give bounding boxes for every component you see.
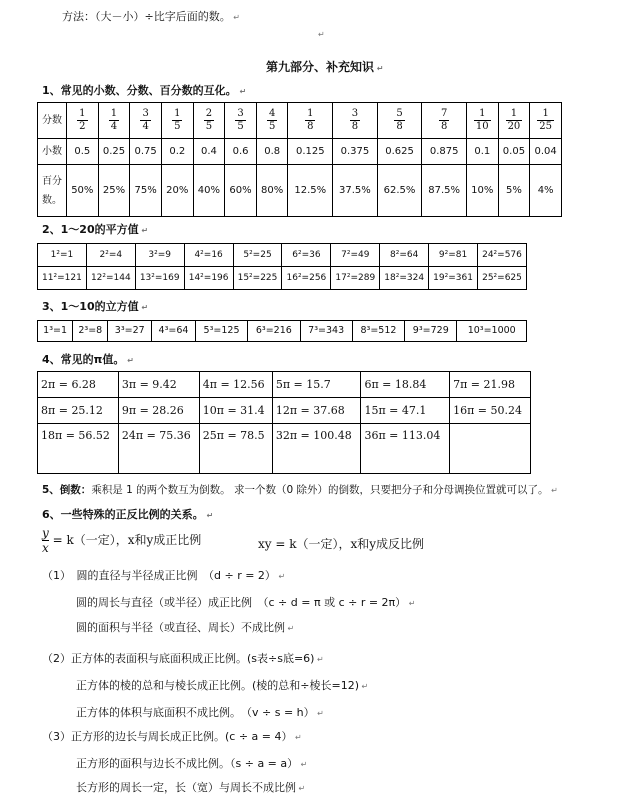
cube-cell: 5³=125 bbox=[195, 321, 247, 342]
numerator: 1 bbox=[307, 108, 314, 119]
fraction bbox=[394, 109, 404, 132]
percent-cell: 5% bbox=[498, 165, 530, 217]
percent-cell: 60% bbox=[225, 165, 257, 217]
rule-item: 正方体的棱的总和与棱长成正比例。(棱的总和÷棱长=12) ↵ bbox=[76, 679, 369, 692]
row-label: 百分 数。 bbox=[38, 165, 67, 217]
square-cell: 12²=144 bbox=[86, 267, 135, 290]
conversion-table bbox=[37, 102, 562, 217]
cube-cell: 2³=8 bbox=[73, 321, 108, 342]
pi-cell: 9π = 28.26 bbox=[118, 398, 199, 424]
percent-cell: 25% bbox=[98, 165, 130, 217]
fraction-cell bbox=[161, 103, 193, 139]
denominator: 8 bbox=[307, 121, 314, 132]
pi-cell: 8π = 25.12 bbox=[38, 398, 119, 424]
numerator: 3 bbox=[142, 108, 149, 119]
numerator: 1 bbox=[506, 109, 523, 121]
numerator: 1 bbox=[174, 108, 181, 119]
pi-cell: 5π = 15.7 bbox=[272, 372, 361, 398]
square-cell: 1²=1 bbox=[38, 244, 87, 267]
percent-cell: 75% bbox=[130, 165, 162, 217]
rule-item: （3）正方形的边长与周长成正比例。(c ÷ a = 4） ↵ bbox=[42, 730, 302, 743]
squares-row bbox=[38, 267, 527, 290]
fraction-cell bbox=[225, 103, 257, 139]
numerator: 1 bbox=[474, 109, 491, 121]
rule-item: （2）正方体的表面积与底面积成正比例。(s表÷s底=6) ↵ bbox=[42, 652, 324, 665]
pi-cell: 7π = 21.98 bbox=[450, 372, 531, 398]
direct-proportion-formula: $\frac{y}{x}$ = k（一定），x和y成正比例 bbox=[42, 526, 202, 555]
decimal-cell: 0.8 bbox=[256, 139, 288, 165]
pi-cell: 24π = 75.36 bbox=[118, 424, 199, 474]
pi-cell: 2π = 6.28 bbox=[38, 372, 119, 398]
percent-cell: 87.5% bbox=[422, 165, 467, 217]
fraction bbox=[305, 109, 315, 132]
method-line: 方法：（大－小）÷比字后面的数。 ↵ bbox=[62, 10, 240, 23]
cube-cell: 9³=729 bbox=[405, 321, 457, 342]
numerator: 5 bbox=[396, 108, 403, 119]
percent-cell: 10% bbox=[466, 165, 498, 217]
numerator: 7 bbox=[440, 108, 448, 119]
decimal-cell: 0.5 bbox=[67, 139, 99, 165]
rule-item: 正方体的体积与底面积不成比例。 （v ÷ s = h） ↵ bbox=[76, 706, 324, 719]
percent-cell: 80% bbox=[256, 165, 288, 217]
numerator: 1 bbox=[79, 108, 86, 119]
decimal-cell: 0.875 bbox=[422, 139, 467, 165]
decimal-cell: 0.375 bbox=[333, 139, 378, 165]
fraction-cell bbox=[422, 103, 467, 139]
section-6-title: 6、一些特殊的正反比例的关系。 ↵ bbox=[42, 508, 214, 521]
numerator: 1 bbox=[537, 109, 554, 121]
cube-cell: 6³=216 bbox=[248, 321, 300, 342]
fraction bbox=[506, 109, 523, 132]
pi-cell: 36π = 113.04 bbox=[361, 424, 450, 474]
fraction-cell bbox=[530, 103, 562, 139]
cube-cell: 4³=64 bbox=[152, 321, 196, 342]
pi-cell: 15π = 47.1 bbox=[361, 398, 450, 424]
decimal-cell: 0.625 bbox=[377, 139, 422, 165]
square-cell: 7²=49 bbox=[331, 244, 380, 267]
section-2-title: 2、1～20的平方值 ↵ bbox=[42, 223, 149, 236]
square-cell: 18²=324 bbox=[380, 267, 429, 290]
pi-cell bbox=[450, 424, 531, 474]
fraction bbox=[77, 109, 87, 132]
numerator: 3 bbox=[237, 108, 244, 119]
fraction-cell bbox=[256, 103, 288, 139]
square-cell: 13²=169 bbox=[135, 267, 184, 290]
percent-cell: 37.5% bbox=[333, 165, 378, 217]
square-cell: 2²=4 bbox=[86, 244, 135, 267]
fraction bbox=[235, 109, 245, 132]
cube-cell: 7³=343 bbox=[300, 321, 352, 342]
rule-item: 长方形的周长一定，长（宽）与周长不成比例 ↵ bbox=[76, 781, 306, 794]
pi-row bbox=[38, 398, 531, 424]
denominator: 20 bbox=[507, 121, 521, 132]
fraction-cell bbox=[377, 103, 422, 139]
numerator: 1 bbox=[110, 108, 118, 119]
pi-cell: 10π = 31.4 bbox=[199, 398, 272, 424]
pi-cell: 6π = 18.84 bbox=[361, 372, 450, 398]
pi-row bbox=[38, 424, 531, 474]
denominator: 5 bbox=[205, 121, 213, 132]
square-cell: 8²=64 bbox=[380, 244, 429, 267]
denominator: 4 bbox=[110, 121, 118, 132]
denominator: 5 bbox=[237, 121, 244, 132]
decimal-cell: 0.04 bbox=[530, 139, 562, 165]
cube-cell: 8³=512 bbox=[352, 321, 404, 342]
numerator: 2 bbox=[205, 108, 213, 119]
fraction bbox=[439, 109, 449, 132]
fraction bbox=[350, 109, 360, 132]
percent-cell: 20% bbox=[161, 165, 193, 217]
section-4-title: 4、常见的π值。 ↵ bbox=[42, 353, 134, 366]
denominator: 4 bbox=[142, 121, 149, 132]
fraction-cell bbox=[98, 103, 130, 139]
squares-table bbox=[37, 243, 527, 290]
squares-row bbox=[38, 244, 527, 267]
row-label: 小数 bbox=[38, 139, 67, 165]
part-title: 第九部分、补充知识 ↵ bbox=[266, 60, 384, 74]
percent-cell: 62.5% bbox=[377, 165, 422, 217]
percent-cell: 50% bbox=[67, 165, 99, 217]
fraction-row bbox=[38, 103, 562, 139]
decimal-cell: 0.4 bbox=[193, 139, 225, 165]
square-cell: 16²=256 bbox=[282, 267, 331, 290]
pi-cell: 4π = 12.56 bbox=[199, 372, 272, 398]
fraction bbox=[474, 109, 491, 132]
square-cell: 14²=196 bbox=[184, 267, 233, 290]
cube-cell: 1³=1 bbox=[38, 321, 73, 342]
cube-cell: 10³=1000 bbox=[457, 321, 527, 342]
decimal-cell: 0.125 bbox=[288, 139, 333, 165]
fraction-cell bbox=[466, 103, 498, 139]
denominator: 5 bbox=[268, 121, 276, 132]
cube-cell: 3³=27 bbox=[108, 321, 152, 342]
fraction bbox=[267, 109, 277, 132]
square-cell: 3²=9 bbox=[135, 244, 184, 267]
percent-cell: 40% bbox=[193, 165, 225, 217]
denominator: 8 bbox=[351, 121, 359, 132]
denominator: 8 bbox=[440, 121, 448, 132]
rule-item: （1） 圆的直径与半径成正比例 （d ÷ r = 2） ↵ bbox=[42, 569, 286, 582]
fraction-cell bbox=[193, 103, 225, 139]
square-cell: 5²=25 bbox=[233, 244, 282, 267]
paragraph-mark: ↵ bbox=[318, 30, 325, 39]
percent-cell: 4% bbox=[530, 165, 562, 217]
fraction-cell bbox=[288, 103, 333, 139]
fraction bbox=[537, 109, 554, 132]
pi-cell: 16π = 50.24 bbox=[450, 398, 531, 424]
fraction-cell bbox=[498, 103, 530, 139]
denominator: 10 bbox=[475, 121, 489, 132]
percent-row bbox=[38, 165, 562, 217]
square-cell: 9²=81 bbox=[429, 244, 478, 267]
pi-row bbox=[38, 372, 531, 398]
denominator: 8 bbox=[396, 121, 403, 132]
fraction-cell bbox=[67, 103, 99, 139]
denominator: 2 bbox=[79, 121, 86, 132]
decimal-cell: 0.25 bbox=[98, 139, 130, 165]
decimal-cell: 0.75 bbox=[130, 139, 162, 165]
numerator: 3 bbox=[351, 108, 359, 119]
pi-cell: 18π = 56.52 bbox=[38, 424, 119, 474]
pi-cell: 25π = 78.5 bbox=[199, 424, 272, 474]
fraction-cell bbox=[333, 103, 378, 139]
square-cell: 4²=16 bbox=[184, 244, 233, 267]
decimal-cell: 0.2 bbox=[161, 139, 193, 165]
inverse-proportion-formula: xy = k（一定），x和y成反比例 bbox=[258, 537, 425, 551]
rule-item: 正方形的面积与边长不成比例。（s ÷ a = a） ↵ bbox=[76, 757, 308, 770]
fraction bbox=[172, 109, 182, 132]
decimal-cell: 0.6 bbox=[225, 139, 257, 165]
square-cell: 19²=361 bbox=[429, 267, 478, 290]
square-cell: 25²=625 bbox=[478, 267, 527, 290]
section-3-title: 3、1～10的立方值 ↵ bbox=[42, 300, 149, 313]
fraction bbox=[204, 109, 214, 132]
pi-table bbox=[37, 371, 531, 474]
square-cell: 17²=289 bbox=[331, 267, 380, 290]
pi-cell: 12π = 37.68 bbox=[272, 398, 361, 424]
pi-cell: 3π = 9.42 bbox=[118, 372, 199, 398]
cubes-table bbox=[37, 320, 527, 342]
numerator: 4 bbox=[268, 108, 276, 119]
square-cell: 15²=225 bbox=[233, 267, 282, 290]
denominator: 5 bbox=[174, 121, 181, 132]
row-label: 分数 bbox=[38, 103, 67, 139]
rule-item: 圆的面积与半径（或直径、周长）不成比例 ↵ bbox=[76, 621, 295, 634]
fraction-cell bbox=[130, 103, 162, 139]
pi-cell: 32π = 100.48 bbox=[272, 424, 361, 474]
decimal-row bbox=[38, 139, 562, 165]
denominator: 25 bbox=[539, 121, 552, 132]
square-cell: 6²=36 bbox=[282, 244, 331, 267]
section-5-line: 5、倒数：乘积是 1 的两个数互为倒数。 求一个数（0 除外）的倒数，只要把分子和分母调换位置就可以了。 ↵ bbox=[42, 484, 558, 496]
section-1-title: 1、常见的小数、分数、百分数的互化。 ↵ bbox=[42, 84, 247, 97]
decimal-cell: 0.1 bbox=[466, 139, 498, 165]
square-cell: 24²=576 bbox=[478, 244, 527, 267]
fraction bbox=[140, 109, 150, 132]
square-cell: 11²=121 bbox=[38, 267, 87, 290]
fraction bbox=[109, 109, 119, 132]
rule-item: 圆的周长与直径（或半径）成正比例 （c ÷ d = π 或 c ÷ r = 2π） ↵ bbox=[76, 596, 416, 609]
cubes-row bbox=[38, 321, 527, 342]
decimal-cell: 0.05 bbox=[498, 139, 530, 165]
percent-cell: 12.5% bbox=[288, 165, 333, 217]
